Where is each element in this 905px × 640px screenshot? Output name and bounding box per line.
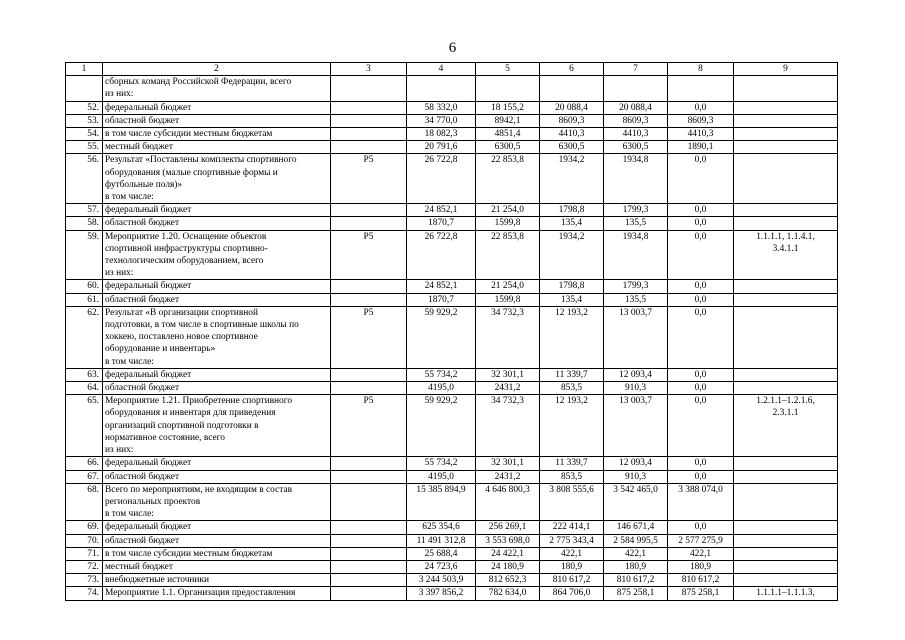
header-cell: 1: [66, 63, 103, 76]
row-number-cell: 68.: [66, 483, 103, 521]
indicator-cell: [734, 368, 838, 381]
amount-cell: 15 385 894,9: [407, 483, 476, 521]
indicator-line: 1.1.1.1, 1.1.4.1,: [756, 231, 815, 242]
amount-cell: 180,9: [604, 560, 668, 573]
amount-cell: 180,9: [668, 560, 734, 573]
description-line: федеральный бюджет: [105, 281, 192, 292]
amount-cell: 11 339,7: [540, 457, 604, 470]
indicator-cell: [734, 560, 838, 573]
amount-cell: 32 301,1: [476, 457, 540, 470]
indicator-cell: [734, 457, 838, 470]
description-line: внебюджетные источники: [105, 575, 210, 586]
amount-cell: [407, 76, 476, 101]
amount-cell: 135,4: [540, 217, 604, 230]
indicator-cell: [734, 587, 838, 600]
description-line: в том числе субсидии местным бюджетам: [105, 548, 273, 559]
description-line: оборудование и инвентарь»: [105, 344, 216, 355]
description-line: Всего по мероприятиям, не входящим в состав: [105, 484, 293, 495]
header-cell: 3: [331, 63, 407, 76]
table-row: [66, 76, 838, 101]
header-cell: 4: [407, 63, 476, 76]
row-number-cell: 69.: [66, 521, 103, 534]
description-line: областной бюджет: [105, 471, 180, 482]
code-cell: [331, 101, 407, 114]
description-cell: [103, 574, 331, 587]
indicator-line: 1.2.1.1–1.2.1.6,: [756, 396, 815, 407]
amount-cell: 2 584 995,5: [604, 534, 668, 547]
table-row: [66, 587, 838, 600]
description-cell: [103, 587, 331, 600]
amount-cell: 24 723,6: [407, 560, 476, 573]
row-number-cell: 53.: [66, 114, 103, 127]
amount-cell: 1890,1: [668, 141, 734, 154]
description-cell: [103, 128, 331, 141]
amount-cell: 59 929,2: [407, 306, 476, 368]
table-row: [66, 560, 838, 573]
table-row: [66, 101, 838, 114]
table-row: [66, 547, 838, 560]
row-number-cell: 64.: [66, 382, 103, 395]
amount-cell: 2 775 343,4: [540, 534, 604, 547]
code-cell: [331, 76, 407, 101]
code-cell: [331, 574, 407, 587]
indicator-cell: [734, 154, 838, 204]
amount-cell: 0,0: [668, 230, 734, 280]
row-number-cell: 61.: [66, 293, 103, 306]
code-cell: [331, 547, 407, 560]
table-row: [66, 470, 838, 483]
amount-cell: 3 542 465,0: [604, 483, 668, 521]
header-cell: 6: [540, 63, 604, 76]
table-row: [66, 141, 838, 154]
description-cell: [103, 368, 331, 381]
description-cell: [103, 154, 331, 204]
amount-cell: 4410,3: [668, 128, 734, 141]
description-cell: [103, 395, 331, 457]
header-cell: 7: [604, 63, 668, 76]
amount-cell: 0,0: [668, 154, 734, 204]
table-header-row: [66, 63, 838, 76]
description-line: федеральный бюджет: [105, 102, 192, 113]
amount-cell: [604, 76, 668, 101]
description-line: местный бюджет: [105, 561, 173, 572]
row-number-cell: 55.: [66, 141, 103, 154]
header-cell: 9: [734, 63, 838, 76]
table-row: [66, 204, 838, 217]
amount-cell: 853,5: [540, 382, 604, 395]
indicator-cell: [734, 547, 838, 560]
description-line: футбольные поля)»: [105, 179, 183, 190]
description-cell: [103, 560, 331, 573]
indicator-cell: [734, 483, 838, 521]
amount-cell: 4195,0: [407, 470, 476, 483]
amount-cell: 4195,0: [407, 382, 476, 395]
amount-cell: 1599,8: [476, 293, 540, 306]
description-line: областной бюджет: [105, 535, 180, 546]
indicator-cell: [734, 101, 838, 114]
description-line: Мероприятие 1.1. Организация предоставления: [105, 588, 296, 599]
indicator-cell: [734, 141, 838, 154]
row-number-cell: 52.: [66, 101, 103, 114]
table-row: [66, 368, 838, 381]
amount-cell: 3 388 074,0: [668, 483, 734, 521]
amount-cell: 1934,8: [604, 154, 668, 204]
amount-cell: 34 732,3: [476, 395, 540, 457]
indicator-cell: [734, 76, 838, 101]
amount-cell: 0,0: [668, 368, 734, 381]
indicator-line: 1.1.1.1–1.1.1.3,: [756, 588, 815, 599]
amount-cell: 0,0: [668, 521, 734, 534]
table-row: [66, 521, 838, 534]
amount-cell: 21 254,0: [476, 280, 540, 293]
amount-cell: 812 652,3: [476, 574, 540, 587]
amount-cell: 910,3: [604, 470, 668, 483]
description-cell: [103, 204, 331, 217]
description-line: Мероприятие 1.20. Оснащение объектов: [105, 231, 267, 242]
amount-cell: 6300,5: [540, 141, 604, 154]
table-row: [66, 128, 838, 141]
code-cell: P5: [331, 306, 407, 368]
amount-cell: 0,0: [668, 101, 734, 114]
amount-cell: 1798,8: [540, 280, 604, 293]
row-number-cell: 57.: [66, 204, 103, 217]
description-line: областной бюджет: [105, 115, 180, 126]
row-number-cell: 71.: [66, 547, 103, 560]
description-cell: [103, 141, 331, 154]
amount-cell: 422,1: [668, 547, 734, 560]
row-number-cell: [66, 76, 103, 101]
row-number-cell: 62.: [66, 306, 103, 368]
indicator-cell: [734, 204, 838, 217]
amount-cell: 782 634,0: [476, 587, 540, 600]
row-number-cell: 74.: [66, 587, 103, 600]
amount-cell: 1934,2: [540, 154, 604, 204]
description-line: в том числе:: [105, 192, 154, 203]
row-number-cell: 63.: [66, 368, 103, 381]
description-line: из них:: [105, 268, 134, 279]
header-cell: 5: [476, 63, 540, 76]
description-line: в том числе субсидии местным бюджетам: [105, 129, 273, 140]
amount-cell: 11 491 312,8: [407, 534, 476, 547]
table-row: [66, 230, 838, 280]
amount-cell: [476, 76, 540, 101]
description-cell: [103, 101, 331, 114]
amount-cell: 32 301,1: [476, 368, 540, 381]
description-cell: [103, 457, 331, 470]
amount-cell: 58 332,0: [407, 101, 476, 114]
amount-cell: 1799,3: [604, 204, 668, 217]
amount-cell: 1870,7: [407, 217, 476, 230]
description-cell: [103, 76, 331, 101]
row-number-cell: 67.: [66, 470, 103, 483]
code-cell: [331, 128, 407, 141]
amount-cell: 24 852,1: [407, 280, 476, 293]
description-line: федеральный бюджет: [105, 205, 192, 216]
amount-cell: 4410,3: [540, 128, 604, 141]
amount-cell: 0,0: [668, 382, 734, 395]
amount-cell: 55 734,2: [407, 457, 476, 470]
indicator-cell: [734, 230, 838, 280]
description-cell: [103, 230, 331, 280]
amount-cell: 0,0: [668, 280, 734, 293]
amount-cell: 18 155,2: [476, 101, 540, 114]
description-line: федеральный бюджет: [105, 369, 192, 380]
indicator-line: 3.4.1.1: [772, 243, 799, 254]
description-line: областной бюджет: [105, 383, 180, 394]
code-cell: [331, 368, 407, 381]
amount-cell: 1599,8: [476, 217, 540, 230]
amount-cell: 8609,3: [604, 114, 668, 127]
description-line: сборных команд Российской Федерации, всего: [105, 77, 292, 88]
indicator-cell: [734, 470, 838, 483]
amount-cell: 864 706,0: [540, 587, 604, 600]
table-row: [66, 395, 838, 457]
amount-cell: 810 617,2: [540, 574, 604, 587]
indicator-cell: [734, 128, 838, 141]
header-cell: 2: [103, 63, 331, 76]
budget-table: [65, 62, 838, 601]
row-number-cell: 73.: [66, 574, 103, 587]
description-line: оборудования (малые спортивные формы и: [105, 167, 278, 178]
amount-cell: 1798,8: [540, 204, 604, 217]
amount-cell: 6300,5: [604, 141, 668, 154]
amount-cell: 422,1: [604, 547, 668, 560]
table-row: [66, 217, 838, 230]
code-cell: [331, 382, 407, 395]
description-cell: [103, 293, 331, 306]
indicator-cell: [734, 395, 838, 457]
amount-cell: 12 193,2: [540, 395, 604, 457]
description-line: технологическим оборудованием, всего: [105, 256, 264, 267]
row-number-cell: 72.: [66, 560, 103, 573]
description-line: оборудования и инвентаря для приведения: [105, 408, 276, 419]
table-row: [66, 457, 838, 470]
amount-cell: 20 791,6: [407, 141, 476, 154]
row-number-cell: 60.: [66, 280, 103, 293]
amount-cell: 1934,2: [540, 230, 604, 280]
table-row: [66, 280, 838, 293]
description-cell: [103, 547, 331, 560]
description-cell: [103, 521, 331, 534]
code-cell: [331, 521, 407, 534]
amount-cell: 22 853,8: [476, 230, 540, 280]
amount-cell: 3 553 698,0: [476, 534, 540, 547]
amount-cell: 0,0: [668, 306, 734, 368]
amount-cell: 59 929,2: [407, 395, 476, 457]
row-number-cell: 70.: [66, 534, 103, 547]
code-cell: [331, 483, 407, 521]
amount-cell: 3 397 856,2: [407, 587, 476, 600]
code-cell: [331, 560, 407, 573]
description-line: федеральный бюджет: [105, 458, 192, 469]
amount-cell: 910,3: [604, 382, 668, 395]
amount-cell: 13 003,7: [604, 395, 668, 457]
description-line: Результат «Поставлены комплекты спортивного: [105, 155, 297, 166]
amount-cell: 21 254,0: [476, 204, 540, 217]
table-row: [66, 534, 838, 547]
description-line: хоккею, поставлено новое спортивное: [105, 332, 258, 343]
amount-cell: 20 088,4: [540, 101, 604, 114]
amount-cell: 4851,4: [476, 128, 540, 141]
amount-cell: 12 093,4: [604, 457, 668, 470]
amount-cell: 422,1: [540, 547, 604, 560]
amount-cell: 222 414,1: [540, 521, 604, 534]
amount-cell: 55 734,2: [407, 368, 476, 381]
amount-cell: 20 088,4: [604, 101, 668, 114]
amount-cell: 0,0: [668, 457, 734, 470]
amount-cell: 6300,5: [476, 141, 540, 154]
row-number-cell: 66.: [66, 457, 103, 470]
code-cell: P5: [331, 395, 407, 457]
indicator-cell: [734, 217, 838, 230]
table-row: [66, 574, 838, 587]
amount-cell: 0,0: [668, 293, 734, 306]
description-line: спортивной инфраструктуры спортивно-: [105, 243, 268, 254]
description-line: из них:: [105, 445, 134, 456]
amount-cell: 0,0: [668, 395, 734, 457]
indicator-cell: [734, 306, 838, 368]
amount-cell: 2 577 275,9: [668, 534, 734, 547]
amount-cell: 135,5: [604, 217, 668, 230]
amount-cell: 135,5: [604, 293, 668, 306]
row-number-cell: 59.: [66, 230, 103, 280]
amount-cell: 1870,7: [407, 293, 476, 306]
amount-cell: 875 258,1: [604, 587, 668, 600]
amount-cell: 0,0: [668, 470, 734, 483]
amount-cell: 24 180,9: [476, 560, 540, 573]
amount-cell: 2431,2: [476, 382, 540, 395]
description-cell: [103, 534, 331, 547]
code-cell: [331, 141, 407, 154]
description-cell: [103, 280, 331, 293]
indicator-line: 2.3.1.1: [772, 408, 799, 419]
description-cell: [103, 470, 331, 483]
amount-cell: 180,9: [540, 560, 604, 573]
code-cell: [331, 217, 407, 230]
amount-cell: 34 732,3: [476, 306, 540, 368]
table-row: [66, 293, 838, 306]
amount-cell: 26 722,8: [407, 154, 476, 204]
amount-cell: 25 688,4: [407, 547, 476, 560]
page-number: 6: [448, 40, 457, 56]
amount-cell: 4 646 800,3: [476, 483, 540, 521]
amount-cell: 0,0: [668, 217, 734, 230]
amount-cell: 13 003,7: [604, 306, 668, 368]
amount-cell: 18 082,3: [407, 128, 476, 141]
amount-cell: 256 269,1: [476, 521, 540, 534]
table-row: [66, 483, 838, 521]
description-line: областной бюджет: [105, 218, 180, 229]
amount-cell: 3 808 555,6: [540, 483, 604, 521]
amount-cell: 11 339,7: [540, 368, 604, 381]
row-number-cell: 56.: [66, 154, 103, 204]
header-cell: 8: [668, 63, 734, 76]
indicator-cell: [734, 280, 838, 293]
description-line: местный бюджет: [105, 142, 173, 153]
amount-cell: [668, 76, 734, 101]
amount-cell: 12 093,4: [604, 368, 668, 381]
description-line: областной бюджет: [105, 294, 180, 305]
amount-cell: 26 722,8: [407, 230, 476, 280]
amount-cell: 0,0: [668, 204, 734, 217]
amount-cell: 810 617,2: [604, 574, 668, 587]
description-cell: [103, 306, 331, 368]
description-cell: [103, 217, 331, 230]
amount-cell: 8942,1: [476, 114, 540, 127]
code-cell: P5: [331, 230, 407, 280]
amount-cell: 1799,3: [604, 280, 668, 293]
description-line: федеральный бюджет: [105, 522, 192, 533]
description-line: из них:: [105, 89, 134, 100]
indicator-cell: [734, 293, 838, 306]
amount-cell: 12 193,2: [540, 306, 604, 368]
description-line: организаций спортивной подготовки в: [105, 420, 259, 431]
amount-cell: 1934,8: [604, 230, 668, 280]
amount-cell: 146 671,4: [604, 521, 668, 534]
indicator-cell: [734, 521, 838, 534]
table-row: [66, 114, 838, 127]
amount-cell: 3 244 503,9: [407, 574, 476, 587]
table-row: [66, 154, 838, 204]
description-cell: [103, 114, 331, 127]
description-line: нормативное состояние, всего: [105, 432, 225, 443]
amount-cell: 22 853,8: [476, 154, 540, 204]
indicator-cell: [734, 114, 838, 127]
code-cell: [331, 457, 407, 470]
code-cell: [331, 470, 407, 483]
table-row: [66, 306, 838, 368]
amount-cell: 625 354,6: [407, 521, 476, 534]
indicator-cell: [734, 382, 838, 395]
amount-cell: 8609,3: [540, 114, 604, 127]
code-cell: [331, 204, 407, 217]
description-line: в том числе:: [105, 356, 154, 367]
amount-cell: 810 617,2: [668, 574, 734, 587]
description-cell: [103, 483, 331, 521]
amount-cell: 4410,3: [604, 128, 668, 141]
code-cell: P5: [331, 154, 407, 204]
row-number-cell: 65.: [66, 395, 103, 457]
amount-cell: 34 770,0: [407, 114, 476, 127]
code-cell: [331, 280, 407, 293]
indicator-cell: [734, 534, 838, 547]
amount-cell: 24 852,1: [407, 204, 476, 217]
amount-cell: 24 422,1: [476, 547, 540, 560]
description-cell: [103, 382, 331, 395]
indicator-cell: [734, 574, 838, 587]
description-line: Мероприятие 1.21. Приобретение спортивного: [105, 396, 293, 407]
amount-cell: 853,5: [540, 470, 604, 483]
amount-cell: 2431,2: [476, 470, 540, 483]
amount-cell: 135,4: [540, 293, 604, 306]
code-cell: [331, 114, 407, 127]
description-line: региональных проектов: [105, 496, 201, 507]
description-line: подготовки, в том числе в спортивные школы по: [105, 320, 299, 331]
code-cell: [331, 293, 407, 306]
row-number-cell: 54.: [66, 128, 103, 141]
description-line: в том числе:: [105, 509, 154, 520]
description-line: Результат «В организации спортивной: [105, 307, 258, 318]
row-number-cell: 58.: [66, 217, 103, 230]
amount-cell: 8609,3: [668, 114, 734, 127]
code-cell: [331, 587, 407, 600]
code-cell: [331, 534, 407, 547]
amount-cell: [540, 76, 604, 101]
table-row: [66, 382, 838, 395]
amount-cell: 875 258,1: [668, 587, 734, 600]
